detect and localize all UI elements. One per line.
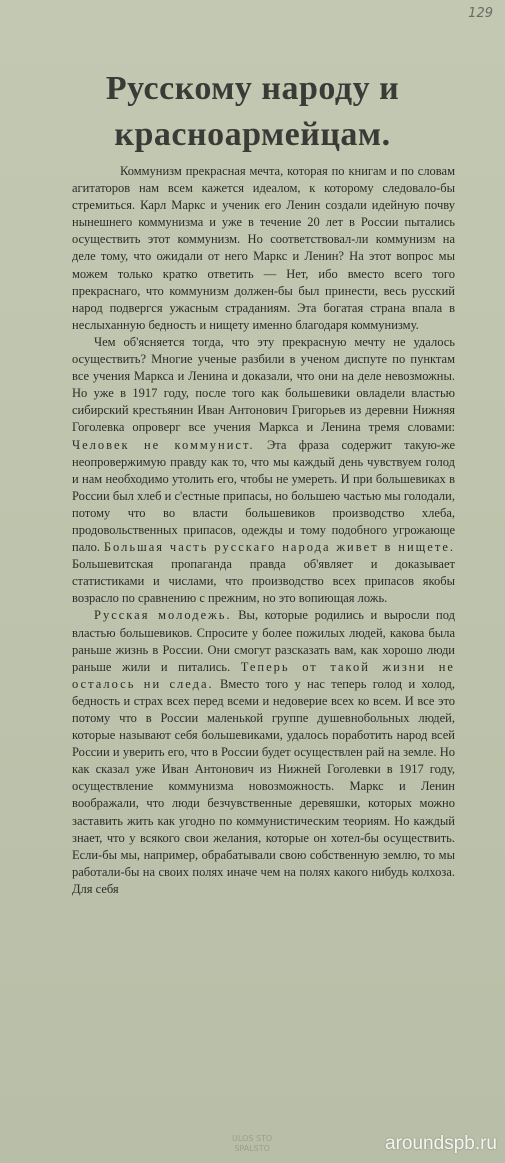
spaced-phrase-man-not-communist: Человек не коммунист. xyxy=(72,437,255,452)
spaced-phrase-youth: Русская молодежь. xyxy=(94,608,232,623)
site-watermark: aroundspb.ru xyxy=(385,1133,497,1154)
paragraph-3 xyxy=(72,607,455,898)
paragraph-1-text: Коммунизм прекрасная мечта, которая по книгам и по словам агитаторов нам всем кажется идеалом, к которому следовало-бы стремиться. Карл Маркс и ученик его Ленин создали идейную почву нынешнего коммунизма и уже в течение 20 лет в России пытались осуществить этот коммунизм. Но соответствовал-ли коммунизм на деле тому, что ожидали от него Маркс и Ленин? На этот вопрос мы можем только кратко ответить — Нет, ибо вместо всего того прекраснаго, что коммунизм должен-бы был принести, весь русский народ подвергся ужасным страданиям. Эта богатая страна впала в неслыханную бедность и нищету именно благодаря коммунизму. xyxy=(72,164,455,332)
paragraph-2 xyxy=(72,334,455,608)
paragraph-2-text-b: Эта фраза содержит такую-же неопровержимую правду как то, что мы каждый день чувствуем голод и нам необходимо утолить его, чтобы не умереть. И при большевиках в России был хлеб и с'естные припасы, но большею частью мы голодали, потому что во власти большевиков производство хлеба, продовольственных припасов, одежды и тому подобного угрожающе пало. xyxy=(72,437,455,555)
spaced-phrase-no-trace: Теперь от такой жизни не осталось ни следа. xyxy=(72,659,455,691)
spaced-phrase-poverty: Большая часть русскаго народа живет в нищете. xyxy=(103,540,455,555)
archive-stamp xyxy=(232,1134,272,1154)
stamp-line-2: SPALSTO xyxy=(234,1144,270,1153)
body-text xyxy=(72,163,455,898)
page-title: Русскому народу и красноармейцам. xyxy=(105,70,400,153)
paragraph-3-text-b: Вместо того у нас теперь голод и холод, бедность и страх всех перед всеми и недоверие всех ко всем. И все это потому что в России маленькой группе душевнобольных людей, которые называют себя большевиками, удалось поработить народ всей России и уверить его, что в России будет осуществлен рай на земле. Но как сказал уже Иван Антонович из Нижней Гоголевки в 1917 году, осуществление коммунизма новозможность. Маркс и Ленин воображали, что люди безчувственные деревяшки, которых можно заставить жить как угодно по коммунистическим теориям. Но каждый знает, что у всякого свои желания, которые он хотел-бы осуществить. Если-бы мы, например, обрабатывали свою собственную землю, то мы работали-бы на своих полях иначе чем на полях какого нибудь колхоза. Для себя xyxy=(72,676,455,896)
paragraph-2-text-c: Большевитская пропаганда правда об'являет и доказывает статистиками и числами, что производство всех припасов якобы возрасло по сравнению с прежним, но это вопиющая ложь. xyxy=(72,557,455,606)
paragraph-3-text-a: Вы, которые родились и выросли под властью большевиков. Спросите у более пожилых людей, какова была раньше жизнь в России. Они смогут разсказать вам, как хорошо люди раньше жили и питались. xyxy=(72,608,455,674)
paragraph-2-text-a: Чем об'ясняется тогда, что эту прекрасную мечту не удалось осуществить? Многие ученые разбили в ученом диспуте по пунктам все учения Маркса и Ленина и доказали, что они на деле невозможны. Но уже в 1917 году, после того как большевики овладели властью сибирский крестьянин Иван Антонович Григорьев из деревни Нижняя Гоголевка опроверг все учения Маркса и Ленина тремя словами: xyxy=(72,334,455,435)
paragraph-1 xyxy=(72,163,455,334)
stamp-line-1: ULOS STO xyxy=(232,1134,273,1143)
archive-number: 129 xyxy=(468,6,493,21)
